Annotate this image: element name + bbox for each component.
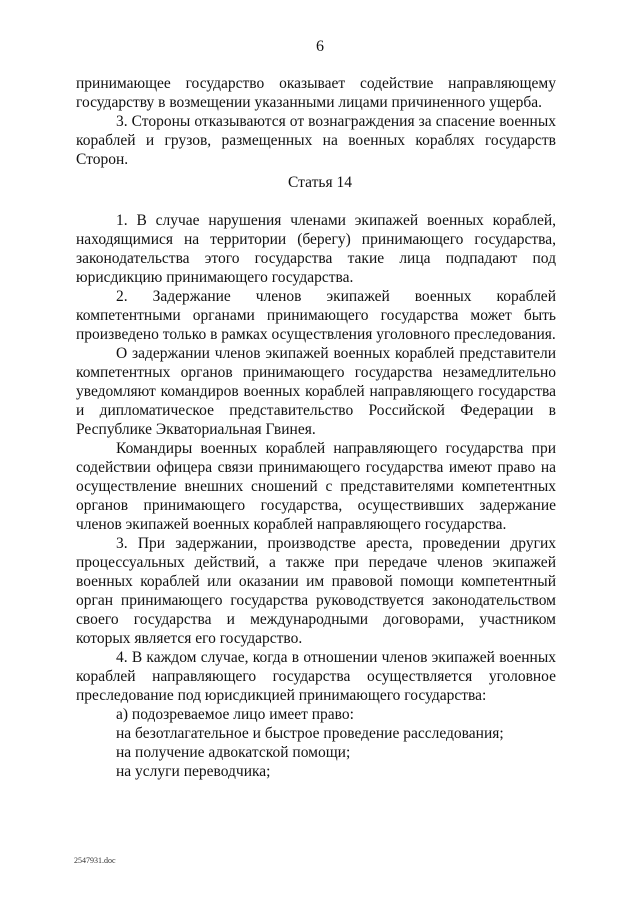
paragraph-notification: О задержании членов экипажей военных кораблей представители компетентных органов принимающего государства незамедлительно уведомляют командиров военных кораблей направляющего государства и дипломатическое представительство Российской Федерации в Республике Экваториальная Гвинея. xyxy=(76,345,556,438)
top-text-block xyxy=(76,74,556,169)
list-item-investigation: на безотлагательное и быстрое проведение расследования; xyxy=(116,725,504,742)
list-item-interpreter: на услуги переводчика; xyxy=(116,763,271,780)
list-item-a: а) подозреваемое лицо имеет право: xyxy=(116,706,354,723)
paragraph-2-detention: 2. Задержание членов экипажей военных кораблей компетентными органами принимающего государства может быть произведено только в рамках осуществления уголовного преследования. xyxy=(76,288,556,343)
list-item-lawyer: на получение адвокатской помощи; xyxy=(116,744,351,761)
paragraph-3-procedure: 3. При задержании, производстве ареста, проведении других процессуальных действий, а также при передаче членов экипажей военных кораблей или оказании им правовой помощи компетентный орган принимающего государства руководствуется законодательством своего государства и международными договорами, участником которых является его государство. xyxy=(76,535,556,647)
paragraph-4-prosecution: 4. В каждом случае, когда в отношении членов экипажей военных кораблей направляющего государства осуществляется уголовное преследование под юрисдикцией принимающего государства: xyxy=(76,649,556,704)
article-heading: Статья 14 xyxy=(288,174,352,191)
page-number: 6 xyxy=(316,38,324,55)
footer-document-code: 2547931.doc xyxy=(74,856,116,865)
paragraph-continuation: принимающее государство оказывает содействие направляющему государству в возмещении указанными лицами причиненного ущерба. xyxy=(76,75,556,111)
paragraph-3-rewards: 3. Стороны отказываются от вознаграждения за спасение военных кораблей и грузов, размещенных на военных кораблях государств Сторон. xyxy=(76,113,556,168)
paragraph-1-jurisdiction: 1. В случае нарушения членами экипажей военных кораблей, находящимися на территории (берегу) принимающего государства, законодательства этого государства такие лица подпадают под юрисдикцию принимающего государства. xyxy=(76,212,556,286)
article-text-block xyxy=(76,211,556,781)
paragraph-commanders-rights: Командиры военных кораблей направляющего государства при содействии офицера связи принимающего государства имеют право на осуществление внешних сношений с представителями компетентных органов принимающего государства, осуществивших задержание членов экипажей военных кораблей направляющего государства. xyxy=(76,440,556,533)
